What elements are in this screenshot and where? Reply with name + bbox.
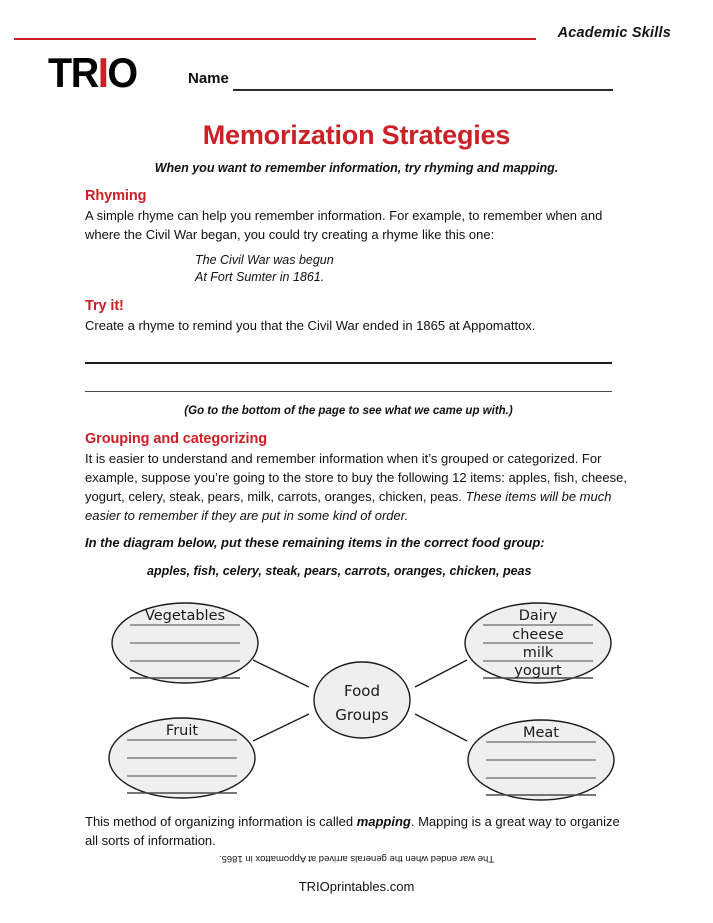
logo-text-tr: TR — [48, 49, 98, 96]
rhyme-example-line-2: At Fort Sumter in 1861. — [195, 270, 325, 284]
answer-line-2[interactable] — [85, 391, 612, 393]
answer-hint-note: (Go to the bottom of the page to see what we came up with.) — [184, 405, 513, 418]
bubble-dairy-entry-2: milk — [522, 645, 554, 661]
bubble-dairy — [465, 603, 611, 683]
bubble-vegetables — [112, 603, 258, 683]
rhyming-paragraph: A simple rhyme can help you remember information. For example, to remember when and where the Civil War began, you could try creating a rhyme like this one: — [85, 208, 603, 242]
bubble-dairy-entry-1: cheese — [512, 627, 564, 643]
section-heading-grouping: Grouping and categorizing — [85, 431, 267, 448]
upside-down-answer: The war ended when the generals arrived at Appomattox in 1865. — [218, 853, 495, 864]
section-heading-rhyming: Rhyming — [85, 188, 147, 204]
logo-text-i: I — [97, 49, 108, 96]
rhyme-example-line-1: The Civil War was begun — [195, 253, 334, 267]
diagram-instruction-text: In the diagram below, put these remaining items in the correct food group: — [85, 535, 545, 551]
grouping-paragraph — [85, 449, 630, 525]
page-subtitle: When you want to remember information, try rhyming and mapping. — [154, 161, 559, 175]
section-heading-try-it: Try it! — [85, 298, 124, 314]
answer-line-1[interactable] — [85, 362, 612, 364]
bubble-fruit-title: Fruit — [165, 723, 199, 739]
connector-vegetables — [253, 660, 309, 687]
food-groups-mind-map — [85, 583, 630, 805]
page-title: Memorization Strategies — [202, 120, 511, 150]
closing-text-before: This method of organizing information is called — [85, 814, 357, 829]
name-label: Name — [188, 70, 229, 87]
bubble-center-food-groups — [314, 662, 410, 738]
name-input-line[interactable] — [233, 89, 613, 91]
worksheet-body — [85, 188, 630, 578]
connector-meat — [415, 714, 467, 741]
closing-text-after: . Mapping is a great way to organize all sorts of information. — [85, 814, 620, 848]
header-kicker: Academic Skills — [557, 25, 671, 41]
closing-paragraph — [85, 812, 630, 850]
grouping-paragraph-italic: These items will be much easier to remember if they are put in some kind of order. — [85, 489, 612, 524]
try-it-prompt: Create a rhyme to remind you that the Civil War ended in 1865 at Appomattox. — [85, 318, 536, 333]
bubble-fruit — [109, 718, 255, 798]
center-label-line-2: Groups — [335, 706, 389, 724]
connector-fruit — [253, 714, 309, 741]
bubble-meat — [468, 720, 614, 800]
header-red-rule — [14, 38, 536, 40]
bubble-dairy-title: Dairy — [518, 608, 558, 624]
connector-dairy — [415, 660, 467, 687]
bubble-vegetables-title: Vegetables — [144, 608, 226, 624]
grouping-paragraph-plain: It is easier to understand and remember information when it’s grouped or categorized. For example, suppose you’re going to the store to buy the following 12 items: apples, fish, cheese, yogurt, celery, steak, pears, milk, carrots, oranges, chicken, peas. — [85, 451, 627, 505]
logo-text-o: O — [107, 49, 137, 96]
diagram-instruction — [85, 533, 630, 552]
trio-logo — [48, 49, 137, 96]
closing-text-emphasis: mapping — [356, 814, 411, 829]
rhyme-example — [85, 252, 630, 286]
site-footer: TRIOprintables.com — [298, 879, 415, 894]
center-label-line-1: Food — [344, 682, 380, 700]
bubble-dairy-entry-3: yogurt — [514, 663, 562, 679]
bubble-meat-title: Meat — [522, 725, 560, 741]
remaining-items-list: apples, fish, celery, steak, pears, carrots, oranges, chicken, peas — [147, 564, 532, 579]
